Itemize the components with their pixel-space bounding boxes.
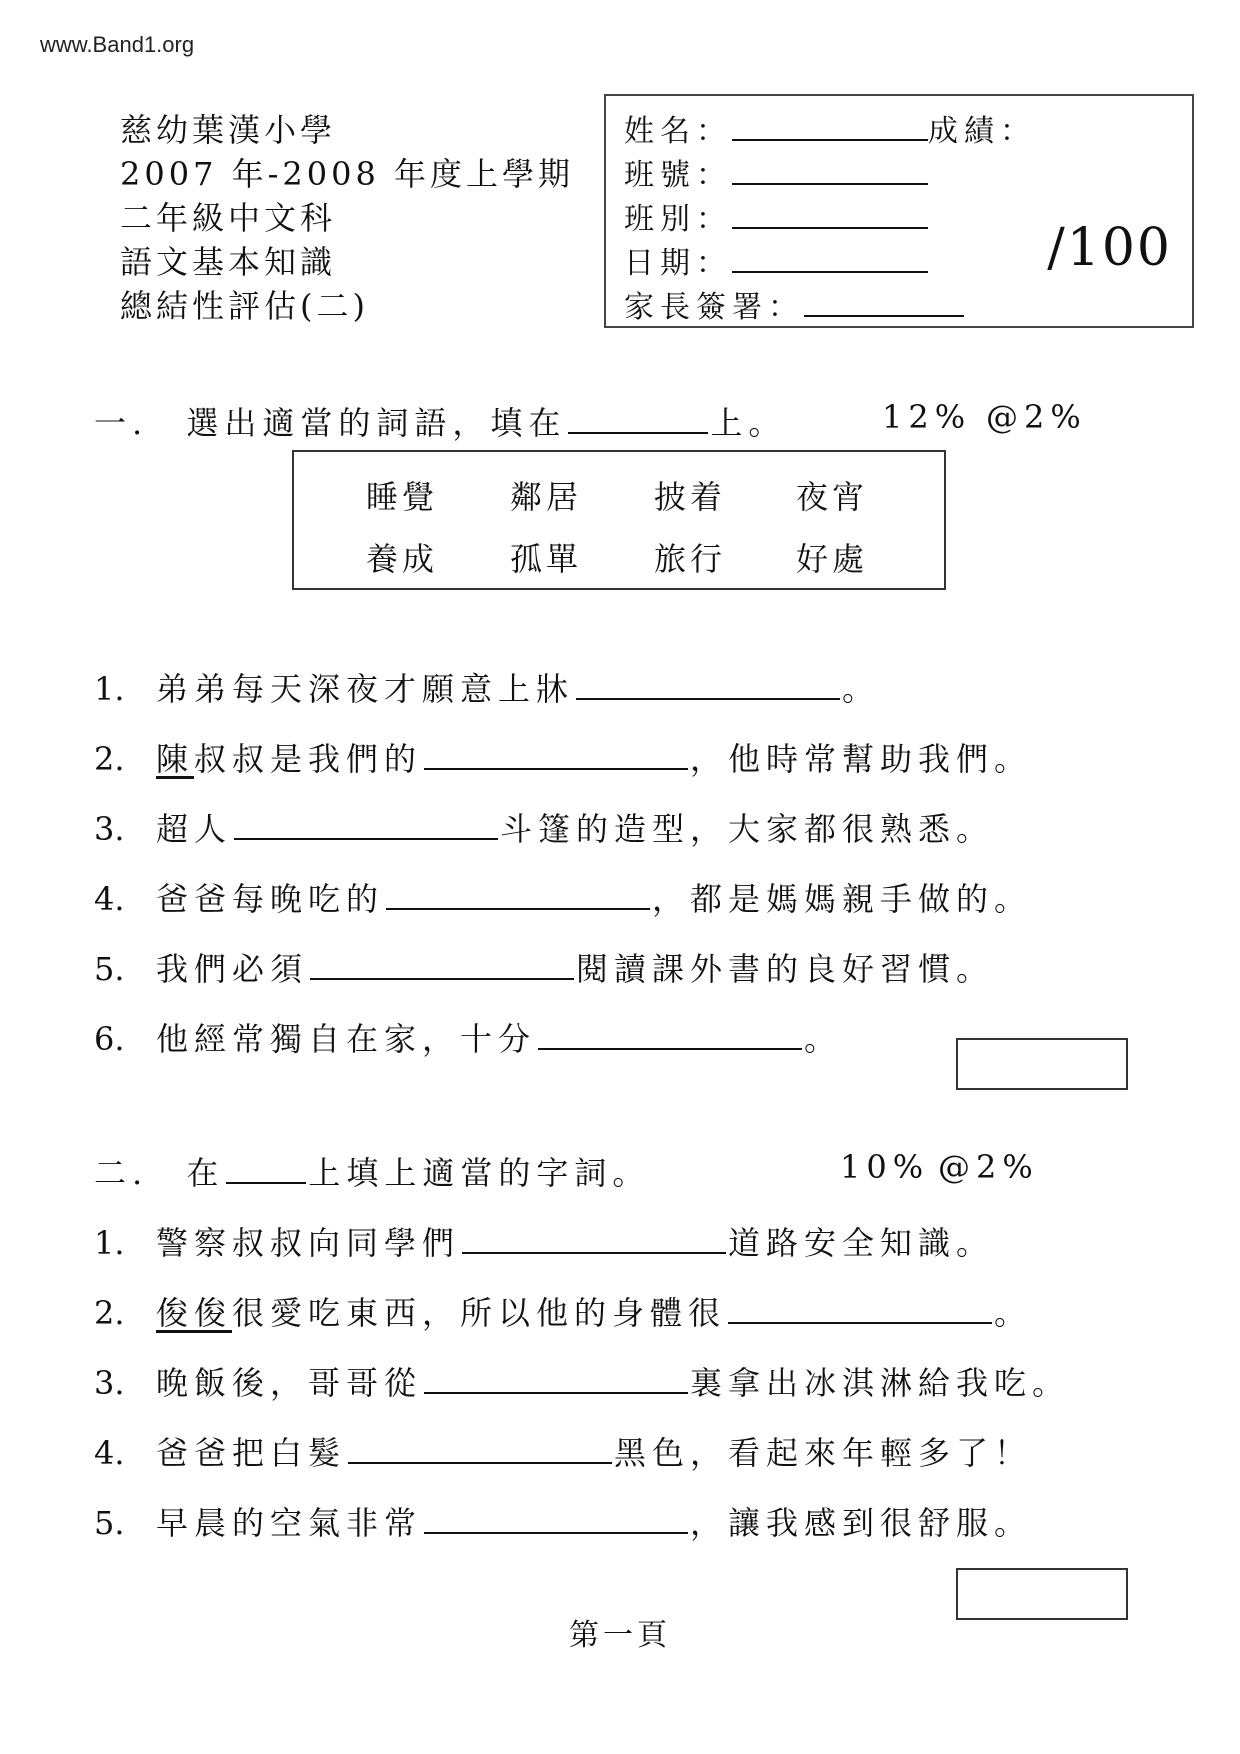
section2-instruction-a: 在 [186,1154,225,1192]
parent-signature-field[interactable] [804,289,964,317]
section2-heading [94,1148,650,1194]
page-number: 第一頁 [569,1618,671,1653]
school-grade-subject: 二年級中文科 [120,199,337,237]
answer-blank[interactable] [348,1434,612,1464]
school-assessment: 總結性評估(二) [120,287,369,325]
question-number: 5. [94,1504,125,1542]
word-bank-item: 夜宵 [796,478,869,516]
question-text-before: 晚飯後，哥哥從 [156,1364,423,1402]
section2-instruction-b: 上填上適當的字詞。 [308,1154,651,1192]
question-number: 3. [94,810,125,848]
question-text-before: 爸爸把白髮 [156,1434,347,1472]
question-text-after: ，讓我感到很舒服。 [690,1504,1033,1542]
school-header [120,108,574,328]
section2-percent: 10% [840,1148,930,1186]
question-number: 2. [94,740,125,778]
question-text-before: 他經常獨自在家，十分 [156,1020,537,1058]
word-bank-item: 旅行 [654,540,727,578]
word-bank-item: 孤單 [510,540,583,578]
question-text-after: 。 [842,670,881,708]
question-number: 2. [94,1294,125,1332]
class-field[interactable] [732,201,928,229]
section1-question [94,944,994,990]
section1-score-box[interactable] [956,1038,1128,1090]
answer-blank[interactable] [576,670,840,700]
date-row [624,238,928,282]
number-label: 班號： [624,158,732,193]
question-text-after: 閱讀課外書的良好習慣。 [576,950,995,988]
question-text-before: 叔叔是我們的 [194,740,423,778]
question-text-before: 警察叔叔向同學們 [156,1224,461,1262]
word-bank-item: 好處 [796,540,869,578]
answer-blank[interactable] [424,740,688,770]
question-text-after: ，都是媽媽親手做的。 [652,880,1033,918]
section2-question [94,1428,1032,1474]
section2-each: @2% [938,1148,1039,1186]
answer-blank[interactable] [538,1020,802,1050]
question-text-before: 早晨的空氣非常 [156,1504,423,1542]
site-watermark: www.Band1.org [40,32,195,57]
score-label: 成績： [928,114,1036,149]
section2-number: 二. [94,1154,149,1192]
section2-question [94,1288,1032,1334]
section1-heading [94,398,786,444]
proper-name: 陳 [156,740,195,778]
question-text-after: 斗篷的造型，大家都很熟悉。 [500,810,995,848]
answer-blank[interactable] [728,1294,992,1324]
answer-blank[interactable] [424,1504,688,1534]
answer-blank[interactable] [462,1224,726,1254]
word-bank-item: 鄰居 [510,478,583,516]
answer-blank[interactable] [234,810,498,840]
section2-instruction-blank [226,1154,306,1184]
section1-number: 一. [94,404,149,442]
word-bank [292,450,946,590]
number-field[interactable] [732,157,928,185]
question-text-before: 弟弟每天深夜才願意上牀 [156,670,575,708]
question-text-after: 黑色，看起來年輕多了！ [614,1434,1033,1472]
answer-blank[interactable] [424,1364,688,1394]
question-number: 3. [94,1364,125,1402]
question-text-after: 。 [994,1294,1033,1332]
answer-blank[interactable] [310,950,574,980]
name-label: 姓名： [624,114,732,149]
section1-question [94,734,1032,780]
question-text-before: 超人 [156,810,233,848]
question-number: 5. [94,950,125,988]
section1-question [94,874,1032,920]
total-marks: /100 [1047,218,1172,278]
student-info-box [604,94,1194,328]
question-number: 6. [94,1020,125,1058]
section2-question [94,1358,1070,1404]
question-text-after: 道路安全知識。 [728,1224,995,1262]
section1-instruction-blank [568,404,708,434]
word-bank-item: 養成 [366,540,439,578]
name-field[interactable] [732,113,928,141]
name-row [624,106,1036,150]
section1-instruction-b: 上。 [710,404,787,442]
section2-question [94,1498,1032,1544]
school-term: 2007 年-2008 年度上學期 [120,155,575,193]
question-text-before: 爸爸每晚吃的 [156,880,385,918]
section1-each: @2% [986,398,1087,436]
question-text-before: 很愛吃東西，所以他的身體很 [232,1294,727,1332]
proper-name: 俊俊 [156,1294,233,1332]
section2-question [94,1218,994,1264]
section1-question [94,1014,842,1060]
section1-question [94,804,994,850]
question-text-after: 。 [804,1020,843,1058]
school-paper-title: 語文基本知識 [120,243,337,281]
class-label: 班別： [624,202,732,237]
parent-row [624,282,964,326]
section1-percent: 12% [882,398,972,436]
word-bank-item: 睡覺 [366,478,439,516]
section1-question [94,664,880,710]
parent-signature-label: 家長簽署： [624,290,804,325]
section1-instruction-a: 選出適當的詞語，填在 [186,404,567,442]
date-label: 日期： [624,246,732,281]
answer-blank[interactable] [386,880,650,910]
question-number: 4. [94,880,125,918]
school-name: 慈幼葉漢小學 [120,111,337,149]
question-number: 1. [94,670,125,708]
date-field[interactable] [732,245,928,273]
number-row [624,150,928,194]
question-number: 4. [94,1434,125,1472]
class-row [624,194,928,238]
question-number: 1. [94,1224,125,1262]
question-text-after: ，他時常幫助我們。 [690,740,1033,778]
question-text-after: 裏拿出冰淇淋給我吃。 [690,1364,1071,1402]
word-bank-item: 披着 [654,478,727,516]
question-text-before: 我們必須 [156,950,309,988]
